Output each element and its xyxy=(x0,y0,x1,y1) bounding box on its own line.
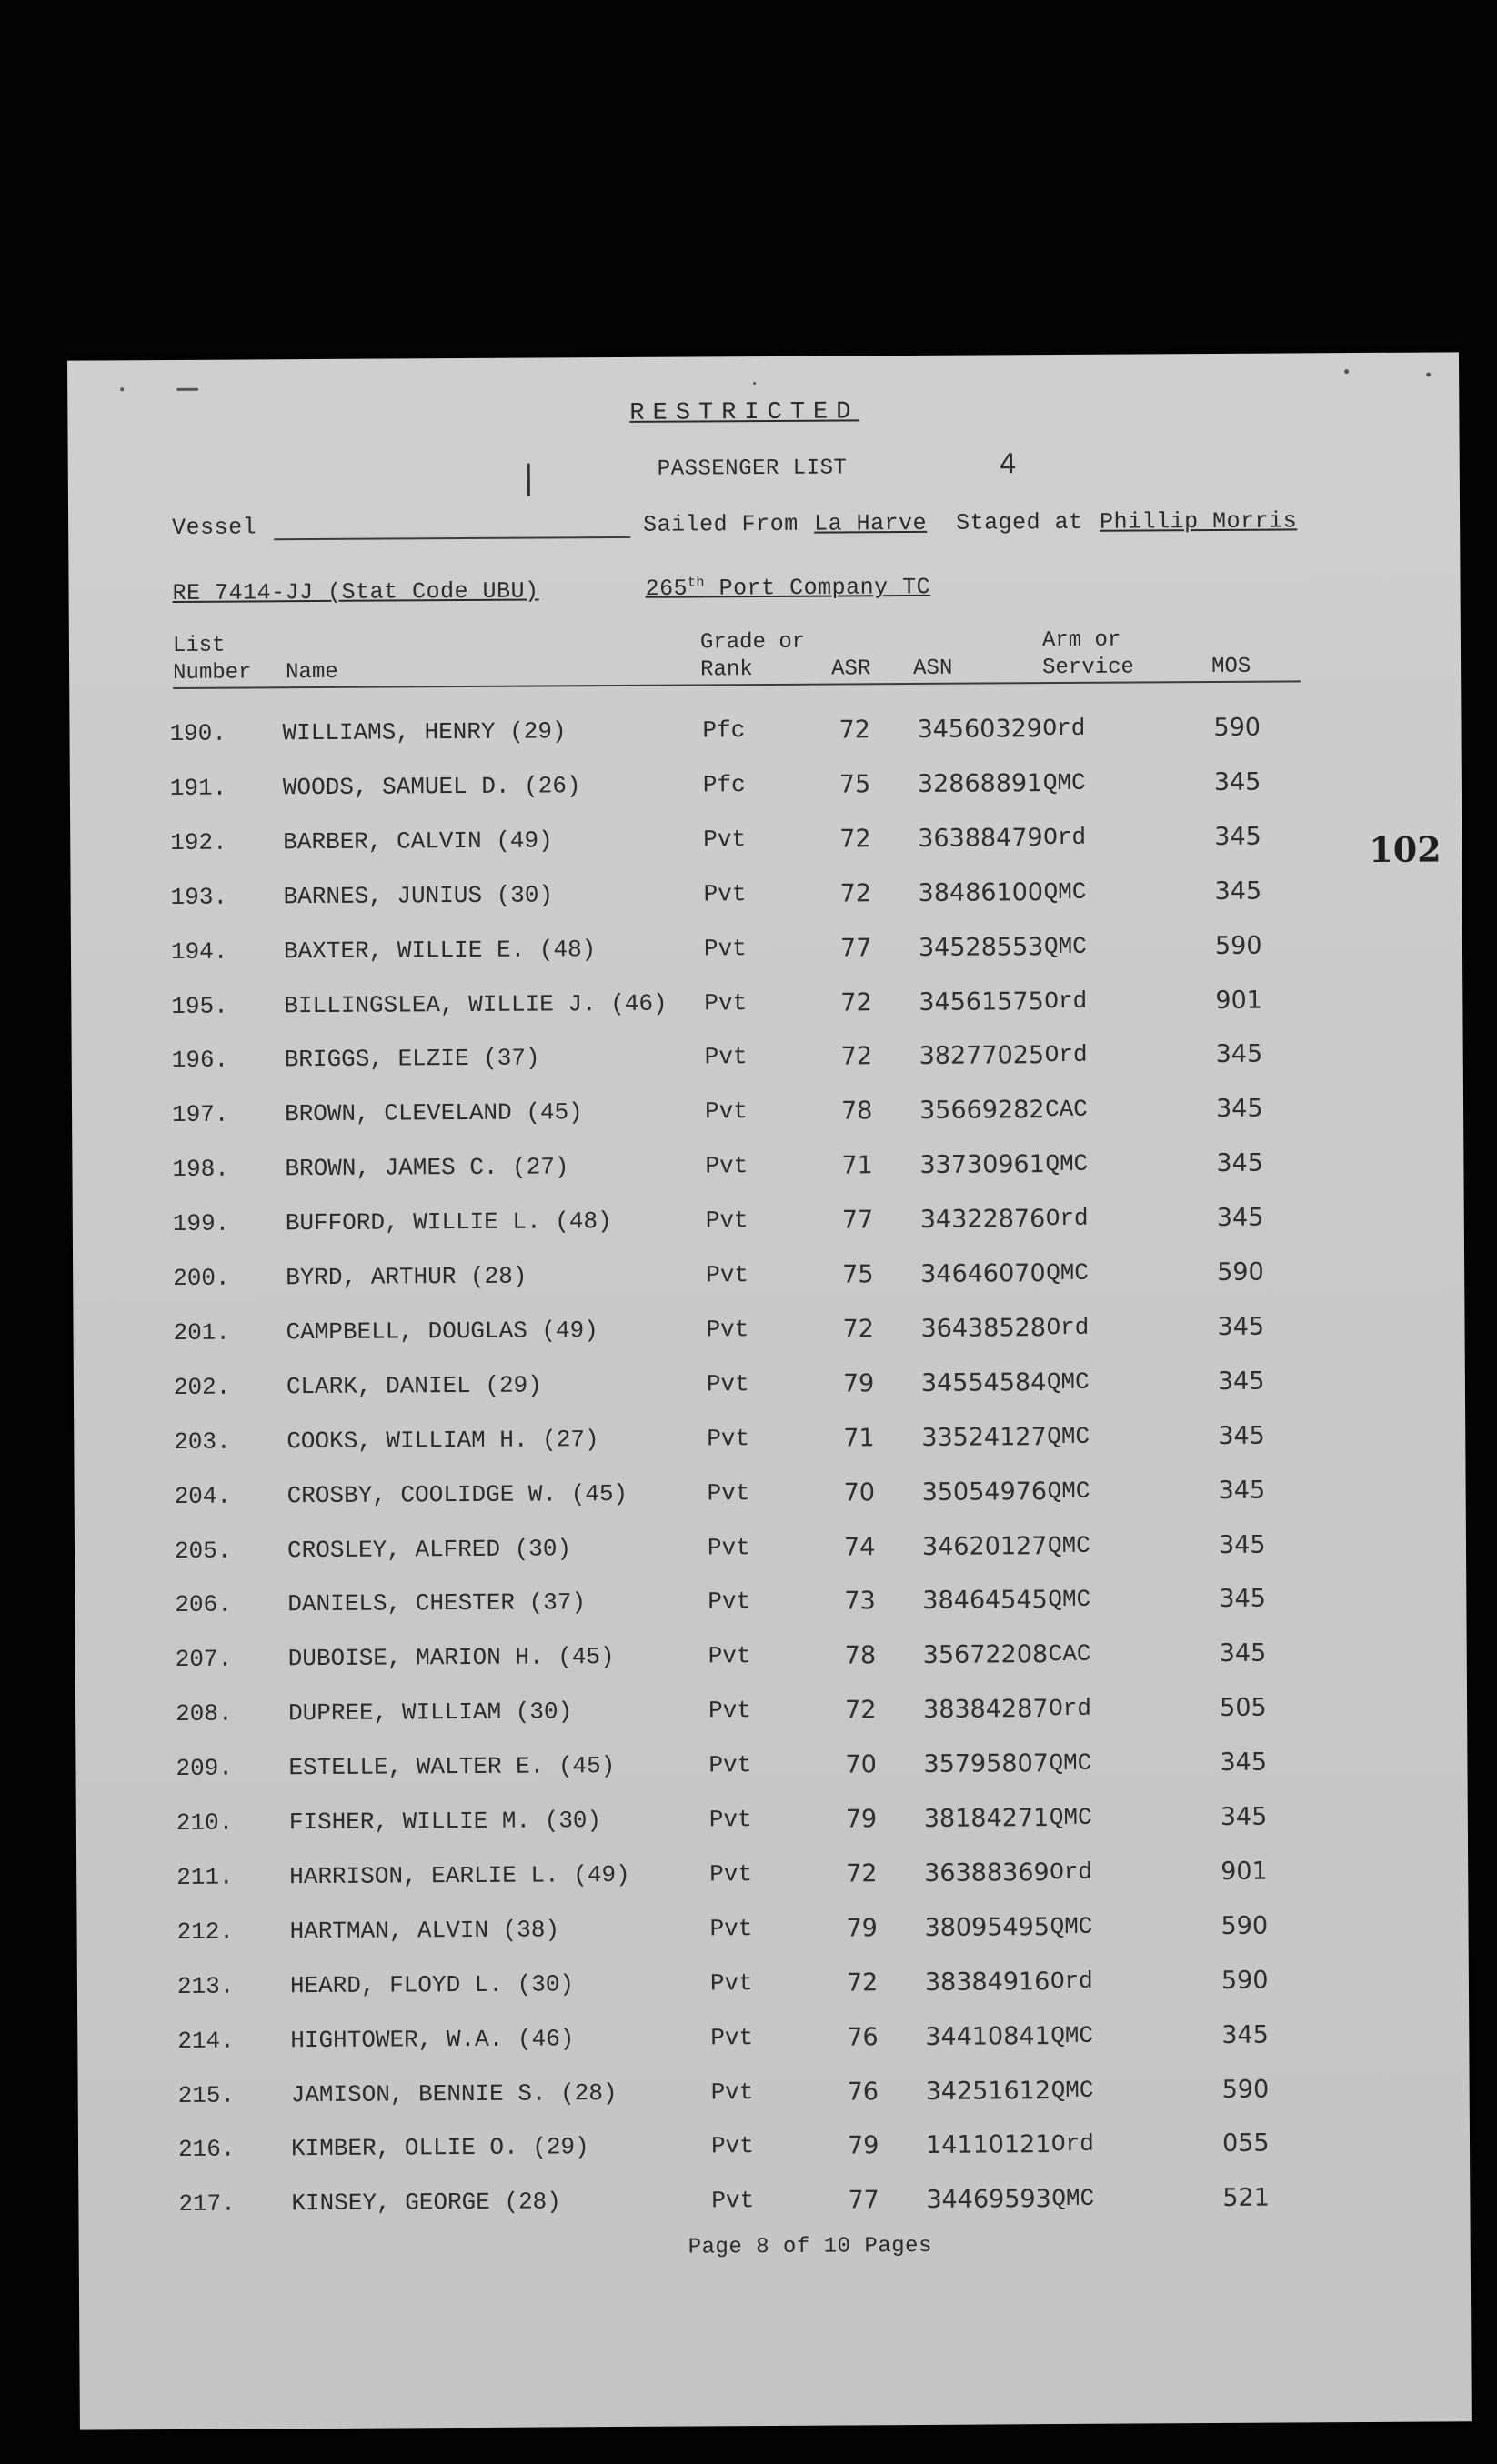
document-subtitle: PASSENGER LIST xyxy=(657,456,848,482)
table-row xyxy=(76,1910,1468,1955)
col-grade-bottom: Rank xyxy=(700,657,753,683)
passenger-arm: QMC xyxy=(1046,1258,1090,1287)
table-row xyxy=(73,1202,1464,1247)
passenger-arm: Ord xyxy=(1044,987,1088,1016)
passenger-name: CROSLEY, ALFRED (30) xyxy=(286,1535,572,1565)
passenger-rank: Pvt xyxy=(709,1969,753,1998)
col-grade-top: Grade or xyxy=(699,629,806,656)
passenger-asr: 72 xyxy=(840,1042,873,1071)
table-row xyxy=(70,821,1462,866)
passenger-arm: QMC xyxy=(1049,1803,1092,1832)
row-number: 199. xyxy=(172,1209,230,1237)
table-row xyxy=(76,1856,1468,1900)
passenger-asr: 72 xyxy=(839,716,870,745)
passenger-asn: 36388369 xyxy=(924,1858,1050,1888)
col-list-number xyxy=(173,632,252,687)
row-number: 193. xyxy=(170,883,228,911)
passenger-name: CROSBY, COOLIDGE W. (45) xyxy=(286,1479,628,1510)
passenger-asr: 74 xyxy=(843,1533,876,1562)
passenger-mos: 345 xyxy=(1217,1367,1265,1396)
passenger-name: KIMBER, OLLIE O. (29) xyxy=(290,2133,589,2163)
passenger-mos: 901 xyxy=(1215,986,1262,1015)
passenger-mos: 345 xyxy=(1214,876,1262,906)
passenger-asn: 38384287 xyxy=(923,1695,1049,1724)
passenger-asn: 34561575 xyxy=(919,987,1044,1017)
passenger-mos: 345 xyxy=(1214,822,1261,851)
passenger-name: BILLINGSLEA, WILLIE J. (46) xyxy=(284,989,668,1020)
row-number: 190. xyxy=(169,719,227,747)
company-name: Port Company TC xyxy=(705,574,931,602)
passenger-arm: Ord xyxy=(1043,823,1087,852)
passenger-rank: Pvt xyxy=(710,2132,754,2160)
passenger-arm: QMC xyxy=(1051,2184,1095,2213)
passenger-asn: 38486100 xyxy=(918,878,1044,907)
passenger-name: DANIELS, CHESTER (37) xyxy=(287,1588,587,1618)
vessel-label: Vessel xyxy=(172,514,257,541)
row-number: 201. xyxy=(173,1318,231,1347)
row-number: 195. xyxy=(171,992,228,1020)
passenger-name: BARBER, CALVIN (49) xyxy=(283,826,553,856)
table-row xyxy=(75,1638,1467,1682)
col-list-bottom: Number xyxy=(173,660,252,686)
passenger-mos: 345 xyxy=(1221,2020,1269,2049)
passenger-mos: 345 xyxy=(1216,1148,1264,1177)
row-number: 200. xyxy=(173,1264,230,1292)
passenger-name: BARNES, JUNIUS (30) xyxy=(283,881,554,911)
row-number: 210. xyxy=(176,1808,234,1837)
passenger-name: BAXTER, WILLIE E. (48) xyxy=(283,936,597,966)
passenger-arm: QMC xyxy=(1047,1477,1090,1506)
stamp-number: 102 xyxy=(1369,828,1442,870)
passenger-mos: 345 xyxy=(1218,1476,1266,1505)
table-row xyxy=(77,2019,1469,2064)
passenger-name: BROWN, JAMES C. (27) xyxy=(285,1153,569,1183)
passenger-table xyxy=(69,712,1470,2218)
passenger-arm: Ord xyxy=(1046,1313,1090,1342)
table-row xyxy=(76,1801,1468,1846)
passenger-arm: CAC xyxy=(1048,1639,1091,1668)
passenger-asr: 77 xyxy=(848,2186,879,2215)
passenger-mos: 590 xyxy=(1217,1257,1264,1287)
passenger-arm: QMC xyxy=(1049,1748,1092,1778)
passenger-name: HARRISON, EARLIE L. (49) xyxy=(289,1860,630,1891)
passenger-arm: QMC xyxy=(1050,1912,1093,1941)
passenger-name: JAMISON, BENNIE S. (28) xyxy=(290,2079,618,2109)
passenger-asr: 72 xyxy=(842,1315,874,1344)
passenger-arm: QMC xyxy=(1043,877,1087,906)
passenger-arm: QMC xyxy=(1047,1422,1090,1451)
passenger-rank: Pvt xyxy=(706,1316,749,1344)
re-code: RE 7414-JJ (Stat Code UBU) xyxy=(172,577,539,606)
passenger-asr: 72 xyxy=(845,1696,877,1725)
passenger-name: COOKS, WILLIAM H. (27) xyxy=(286,1426,599,1456)
document-title: RESTRICTED xyxy=(629,398,859,427)
passenger-asr: 75 xyxy=(839,770,871,799)
row-number: 194. xyxy=(170,937,228,966)
passenger-rank: Pvt xyxy=(705,1152,748,1180)
row-number: 207. xyxy=(175,1645,233,1673)
passenger-rank: Pvt xyxy=(704,1043,748,1071)
passenger-mos: 590 xyxy=(1214,931,1262,960)
passenger-asr: 73 xyxy=(844,1587,876,1616)
row-number: 191. xyxy=(169,774,227,802)
page-footer: Page 8 of 10 Pages xyxy=(688,2233,933,2260)
row-number: 198. xyxy=(172,1155,229,1183)
passenger-rank: Pvt xyxy=(707,1479,750,1507)
pen-mark xyxy=(527,464,530,496)
passenger-arm: QMC xyxy=(1048,1585,1091,1614)
table-row xyxy=(71,930,1462,975)
passenger-asn: 32868891 xyxy=(917,769,1043,798)
table-row xyxy=(78,2074,1470,2118)
table-row xyxy=(77,1965,1469,2009)
passenger-rank: Pvt xyxy=(710,2078,754,2107)
passenger-rank: Pvt xyxy=(703,826,747,854)
passenger-rank: Pvt xyxy=(703,880,747,908)
row-number: 206. xyxy=(175,1590,232,1618)
passenger-asr: 79 xyxy=(846,1914,879,1943)
passenger-name: CAMPBELL, DOUGLAS (49) xyxy=(286,1317,598,1347)
col-arm-top: Arm or xyxy=(1041,627,1121,654)
company-suffix: th xyxy=(687,575,706,591)
passenger-rank: Pvt xyxy=(706,1370,749,1398)
passenger-rank: Pvt xyxy=(708,1806,752,1834)
table-row xyxy=(72,1093,1463,1137)
speck xyxy=(176,388,198,391)
passenger-asn: 33524127 xyxy=(921,1423,1047,1452)
passenger-asr: 72 xyxy=(839,825,871,854)
passenger-name: HARTMAN, ALVIN (38) xyxy=(289,1916,560,1946)
passenger-asr: 77 xyxy=(841,1206,874,1235)
row-number: 209. xyxy=(176,1754,233,1782)
passenger-rank: Pvt xyxy=(710,2024,754,2052)
passenger-mos: 590 xyxy=(1221,2075,1270,2104)
passenger-rank: Pvt xyxy=(709,1915,753,1943)
passenger-asn: 36438528 xyxy=(920,1314,1047,1343)
table-row xyxy=(70,766,1462,811)
passenger-mos: 345 xyxy=(1220,1802,1268,1831)
row-number: 197. xyxy=(171,1100,229,1128)
passenger-asr: 71 xyxy=(841,1151,873,1180)
passenger-asn: 34251612 xyxy=(925,2077,1051,2106)
table-row xyxy=(72,1147,1463,1192)
passenger-name: BROWN, CLEVELAND (45) xyxy=(284,1098,583,1128)
row-number: 213. xyxy=(176,1972,235,2000)
row-number: 212. xyxy=(176,1918,235,1946)
table-row xyxy=(75,1692,1467,1737)
col-asn: ASN xyxy=(913,656,953,681)
passenger-asn: 34646070 xyxy=(920,1259,1046,1288)
passenger-rank: Pvt xyxy=(707,1425,750,1453)
passenger-asn: 34620127 xyxy=(921,1532,1048,1561)
passenger-mos: 345 xyxy=(1215,1094,1263,1123)
row-number: 216. xyxy=(177,2135,236,2163)
passenger-rank: Pvt xyxy=(703,935,747,963)
passenger-rank: Pfc xyxy=(702,771,746,799)
row-number: 211. xyxy=(176,1863,234,1891)
passenger-arm: QMC xyxy=(1050,2076,1094,2105)
passenger-mos: 345 xyxy=(1217,1312,1265,1341)
passenger-mos: 345 xyxy=(1213,767,1261,796)
passenger-name: HIGHTOWER, W.A. (46) xyxy=(290,2025,575,2055)
speck xyxy=(120,387,124,391)
table-row xyxy=(72,1038,1463,1083)
passenger-arm: QMC xyxy=(1047,1531,1090,1560)
passenger-mos: 521 xyxy=(1222,2183,1271,2212)
passenger-asr: 78 xyxy=(844,1641,877,1670)
row-number: 215. xyxy=(177,2081,236,2109)
passenger-asn: 34322876 xyxy=(919,1205,1046,1234)
passenger-asn: 34560329 xyxy=(917,715,1043,744)
passenger-name: BUFFORD, WILLIE L. (48) xyxy=(285,1207,612,1237)
sailed-from-value: La Harve xyxy=(814,509,928,537)
passenger-asn: 38277025 xyxy=(919,1041,1045,1070)
passenger-arm: Ord xyxy=(1050,2129,1094,2159)
passenger-name: DUBOISE, MARION H. (45) xyxy=(287,1643,615,1673)
passenger-asr: 72 xyxy=(846,1859,878,1888)
staged-at-value: Phillip Morris xyxy=(1100,507,1298,536)
passenger-asr: 76 xyxy=(847,2023,879,2052)
passenger-mos: 590 xyxy=(1221,1966,1269,1995)
passenger-asn: 36388479 xyxy=(918,824,1043,853)
passenger-arm: CAC xyxy=(1044,1095,1088,1124)
col-list-top: List xyxy=(172,633,226,658)
company-number: 265 xyxy=(645,575,688,603)
passenger-name: ESTELLE, WALTER E. (45) xyxy=(288,1752,616,1782)
row-number: 202. xyxy=(173,1373,231,1401)
passenger-arm: QMC xyxy=(1050,2021,1094,2050)
passenger-name: BRIGGS, ELZIE (37) xyxy=(284,1044,540,1074)
passenger-mos: 345 xyxy=(1220,1748,1268,1777)
table-row xyxy=(78,2128,1470,2172)
passenger-asn: 38184271 xyxy=(923,1804,1050,1833)
passenger-asr: 79 xyxy=(842,1369,875,1398)
passenger-rank: Pvt xyxy=(705,1207,748,1235)
company-line xyxy=(645,574,930,602)
passenger-mos: 590 xyxy=(1213,713,1261,742)
passenger-asr: 70 xyxy=(843,1478,876,1507)
passenger-rank: Pvt xyxy=(707,1534,750,1562)
passenger-asn: 34469593 xyxy=(926,2185,1051,2214)
passenger-asr: 79 xyxy=(847,2131,879,2160)
row-number: 196. xyxy=(171,1046,229,1074)
passenger-rank: Pvt xyxy=(704,989,748,1017)
passenger-rank: Pvt xyxy=(708,1697,752,1725)
passenger-asr: 70 xyxy=(845,1750,877,1779)
passenger-asr: 78 xyxy=(840,1097,873,1126)
row-number: 217. xyxy=(178,2189,236,2218)
document-page xyxy=(67,352,1472,2429)
passenger-asn: 34554584 xyxy=(920,1368,1047,1397)
passenger-name: BYRD, ARTHUR (28) xyxy=(286,1262,527,1292)
passenger-arm: QMC xyxy=(1046,1367,1090,1397)
passenger-name: WOODS, SAMUEL D. (26) xyxy=(282,772,581,802)
table-row xyxy=(74,1366,1465,1410)
passenger-mos: 345 xyxy=(1219,1638,1267,1668)
passenger-mos: 055 xyxy=(1221,2128,1270,2158)
passenger-rank: Pvt xyxy=(708,1642,751,1670)
col-mos: MOS xyxy=(1211,654,1251,679)
passenger-rank: Pvt xyxy=(708,1751,752,1779)
speck xyxy=(1426,373,1431,377)
passenger-mos: 345 xyxy=(1216,1203,1264,1232)
passenger-asr: 77 xyxy=(839,934,872,963)
table-row xyxy=(71,876,1462,920)
passenger-arm: Ord xyxy=(1050,1967,1093,1996)
passenger-arm: Ord xyxy=(1042,714,1086,743)
table-row xyxy=(75,1583,1466,1628)
speck xyxy=(1344,369,1349,374)
passenger-arm: Ord xyxy=(1045,1204,1089,1233)
passenger-mos: 345 xyxy=(1218,1421,1265,1450)
col-asr: ASR xyxy=(831,656,871,682)
passenger-asn: 35795807 xyxy=(923,1749,1049,1778)
passenger-asr: 72 xyxy=(840,988,872,1017)
table-row xyxy=(75,1529,1466,1574)
row-number: 203. xyxy=(174,1427,231,1456)
passenger-asn: 38095495 xyxy=(924,1913,1050,1942)
passenger-rank: Pvt xyxy=(706,1261,749,1289)
passenger-mos: 345 xyxy=(1218,1530,1266,1559)
sailed-from-label: Sailed From xyxy=(643,510,799,538)
passenger-mos: 505 xyxy=(1219,1693,1267,1722)
passenger-name: CLARK, DANIEL (29) xyxy=(286,1371,542,1401)
passenger-mos: 345 xyxy=(1219,1584,1266,1613)
passenger-arm: Ord xyxy=(1044,1040,1088,1069)
passenger-asn: 34410841 xyxy=(925,2022,1050,2051)
passenger-asr: 79 xyxy=(845,1805,878,1834)
passenger-mos: 901 xyxy=(1221,1857,1268,1886)
row-number: 205. xyxy=(174,1537,232,1565)
passenger-asn: 35669282 xyxy=(919,1096,1045,1125)
col-arm-bottom: Service xyxy=(1042,655,1135,681)
passenger-rank: Pvt xyxy=(708,1588,751,1616)
table-row xyxy=(71,985,1462,1029)
staged-at-label: Staged at xyxy=(956,508,1083,536)
col-arm-service xyxy=(1042,627,1134,683)
passenger-name: WILLIAMS, HENRY (29) xyxy=(282,717,567,747)
passenger-asn: 33730961 xyxy=(919,1150,1045,1179)
row-number: 214. xyxy=(177,2027,235,2055)
passenger-rank: Pvt xyxy=(711,2187,755,2215)
passenger-asr: 72 xyxy=(846,1968,879,1998)
col-name: Name xyxy=(286,659,338,686)
passenger-asn: 14110121 xyxy=(925,2130,1051,2159)
passenger-asn: 35054976 xyxy=(921,1477,1048,1507)
table-row xyxy=(74,1420,1465,1465)
table-row xyxy=(73,1311,1464,1356)
passenger-arm: QMC xyxy=(1043,932,1087,961)
passenger-asn: 38464545 xyxy=(922,1586,1048,1615)
passenger-mos: 590 xyxy=(1221,1911,1269,1940)
passenger-arm: QMC xyxy=(1042,768,1086,797)
speck xyxy=(753,382,756,385)
table-row xyxy=(75,1747,1467,1791)
passenger-name: KINSEY, GEORGE (28) xyxy=(291,2188,561,2218)
table-row xyxy=(69,712,1461,756)
passenger-asn: 35672208 xyxy=(922,1640,1049,1669)
passenger-asn: 38384916 xyxy=(924,1968,1050,1997)
passenger-asn: 34528553 xyxy=(918,933,1044,962)
vessel-blank-line xyxy=(274,536,630,540)
col-grade-rank xyxy=(700,629,806,685)
handwritten-mark: 4 xyxy=(999,448,1017,481)
passenger-asr: 72 xyxy=(839,879,872,908)
table-row xyxy=(75,1475,1466,1519)
passenger-arm: Ord xyxy=(1050,1858,1093,1887)
passenger-asr: 71 xyxy=(843,1424,875,1453)
passenger-asr: 76 xyxy=(847,2078,879,2107)
passenger-rank: Pvt xyxy=(704,1097,748,1126)
passenger-rank: Pfc xyxy=(702,716,746,745)
table-row xyxy=(78,2182,1470,2227)
row-number: 204. xyxy=(174,1482,232,1510)
passenger-arm: Ord xyxy=(1048,1694,1091,1723)
passenger-asr: 75 xyxy=(842,1260,874,1289)
row-number: 208. xyxy=(176,1699,233,1728)
passenger-name: DUPREE, WILLIAM (30) xyxy=(288,1698,573,1728)
passenger-arm: QMC xyxy=(1045,1149,1089,1178)
table-row xyxy=(73,1257,1464,1301)
passenger-rank: Pvt xyxy=(709,1860,753,1888)
row-number: 192. xyxy=(170,828,227,856)
passenger-name: FISHER, WILLIE M. (30) xyxy=(288,1807,602,1837)
passenger-name: HEARD, FLOYD L. (30) xyxy=(289,1970,575,2000)
passenger-mos: 345 xyxy=(1215,1039,1263,1068)
